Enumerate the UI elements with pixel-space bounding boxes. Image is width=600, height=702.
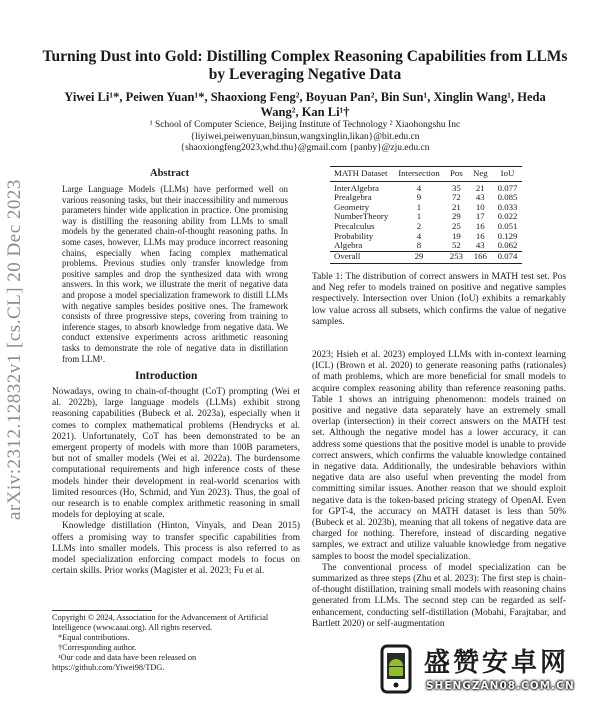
table-cell: 52 bbox=[451, 240, 461, 251]
table-cell: 43 bbox=[475, 240, 485, 251]
intro-paragraph-1: Nowadays, owing to chain-of-thought (CoT) prompting (Wei et al. 2022b), large language models (LLMs) exhibit strong reasoning capabilities (Bubeck et al. 2023a), especially when it comes to complex mathematical problems (Hendrycks et al. 2021). Unfortunately, CoT has been demonstrated to be an emergent property of models with more than 100B parameters, but not of smaller models (Wei et al. 2022a). The burdensome computational requirements and high inference costs of these models hinder their development in real-world scenarios with limited resources (Ho, Schmid, and Yun 2023). Thus, the goal of our research is to enable complex arithmetic reasoning in small models for deploying at scale. bbox=[52, 387, 300, 521]
table-cell: 16 bbox=[475, 220, 485, 231]
table-header-cell: MATH Dataset bbox=[334, 168, 388, 178]
introduction-heading: Introduction bbox=[135, 370, 198, 382]
table-total-cell: 253 bbox=[449, 250, 463, 261]
table-header-cell: Neg bbox=[472, 168, 488, 178]
math-results-table bbox=[330, 166, 522, 264]
table-cell: 10 bbox=[475, 201, 485, 212]
arxiv-identifier: arXiv:2312.12832v1 [cs.CL] 20 Dec 2023 bbox=[4, 179, 25, 520]
table-row bbox=[330, 241, 522, 251]
table-cell: 0.022 bbox=[497, 211, 518, 222]
table-cell: NumberTheory bbox=[334, 211, 389, 222]
authors-line-2: Wang², Kan Li¹† bbox=[260, 105, 350, 119]
table-total-cell: 0.074 bbox=[497, 250, 518, 261]
table-cell: 1 bbox=[416, 211, 422, 222]
footnote-corresponding-author: †Corresponding author. bbox=[58, 643, 137, 652]
site-watermark bbox=[372, 640, 600, 702]
android-phone-icon bbox=[372, 640, 420, 698]
right-paragraph-1: 2023; Hsieh et al. 2023) employed LLMs with in-context learning (ICL) (Brown et al. 2020) to generate reasoning paths (rationales) of math problems, which are more beneficial for small models to acquire complex reasoning ability than reference reasoning paths. Table 1 shows an intriguing phenomenon: models trained on positive and negative data separately have an extremely small overlap (intersection) in their correct answers on the MATH test set. Although the negative model has a lower accuracy, it can address some questions that the positive model is unable to provide correct answers, which confirms the valuable knowledge contained in negative data. Additionally, the undesirable behaviors within negative data are also useful when preventing the model from committing similar issues. Another reason that we should exploit negative data is the token-based pricing strategy of OpenAI. Even for GPT-4, the accuracy on MATH dataset is less than 50% (Bubeck et al. 2023b), meaning that all tokens of negative data are charged for nothing. Therefore, instead of discarding negative samples, we extract and utilize valuable knowledge from negative samples to boost the model specialization. bbox=[312, 350, 566, 562]
table-caption: Table 1: The distribution of correct answers in MATH test set. Pos and Neg refer to models trained on positive and negative samples respectively. Intersection over Union (IoU) exhibits a remarkably low value across all subsets, which confirms the value of negative samples. bbox=[312, 272, 566, 327]
table-cell: 21 bbox=[475, 182, 485, 193]
table-cell: 9 bbox=[416, 192, 422, 203]
table-total-cell: 29 bbox=[414, 250, 424, 261]
watermark-site-url: SHENGZAN08.COM.CN bbox=[426, 680, 575, 692]
table-cell: 21 bbox=[451, 201, 461, 212]
table-cell: Algebra bbox=[334, 240, 363, 251]
footnote-code-link: ¹Our code and data have been released on https://github.com/Yiwei98/TDG. bbox=[52, 653, 197, 672]
table-cell: 16 bbox=[475, 230, 485, 241]
table-cell: 72 bbox=[451, 192, 461, 203]
affiliation-line-2: {liyiwei,peiwenyuan,binsun,wangxinglin,likan}@bit.edu.cn bbox=[190, 131, 420, 142]
table-header-cell: Intersection bbox=[398, 168, 440, 178]
table-cell: 0.077 bbox=[497, 182, 518, 193]
right-paragraph-2: The conventional process of model specialization can be summarized as three steps (Zhu et al. 2023): The first step is chain-of-thought distillation, training small models with reasoning chains generated from LLMs. The second step can be regarded as self-enhancement, conducting self-distillation (Mobahi, Farajtabar, and Bartlett 2020) or self-augmentation bbox=[312, 562, 566, 629]
table-total-cell: Overall bbox=[334, 250, 361, 261]
table-cell: Probability bbox=[334, 230, 374, 241]
table-cell: 0.051 bbox=[497, 220, 518, 231]
table-total-row bbox=[330, 251, 522, 264]
table-cell: 43 bbox=[475, 192, 485, 203]
abstract-heading: Abstract bbox=[150, 168, 190, 179]
introduction-body bbox=[52, 387, 300, 577]
authors bbox=[60, 90, 550, 120]
table-header-cell: IoU bbox=[500, 168, 515, 178]
table-cell: 1 bbox=[416, 201, 422, 212]
table-cell: 25 bbox=[451, 220, 461, 231]
table-cell: Geometry bbox=[334, 201, 370, 212]
footnote-rule bbox=[52, 610, 152, 611]
copyright-notice: Copyright © 2024, Association for the Advancement of Artificial Intelligence (www.aaai.org). All rights reserved. bbox=[52, 613, 269, 632]
table-header-row bbox=[330, 167, 522, 182]
paper-title: Turning Dust into Gold: Distilling Complex Reasoning Capabilities from LLMs by Leveraging Negative Data bbox=[42, 48, 568, 83]
table-cell: 17 bbox=[475, 211, 485, 222]
table-cell: Precalculus bbox=[334, 220, 375, 231]
table-cell: 0.062 bbox=[497, 240, 518, 251]
table-total-cell: 166 bbox=[473, 250, 487, 261]
footnote-equal-contribution: *Equal contributions. bbox=[58, 633, 130, 642]
intro-paragraph-2: Knowledge distillation (Hinton, Vinyals, and Dean 2015) offers a promising way to transfer specific capabilities from LLMs into smaller models. This process is also referred to as model specialization enforcing compact models to focus on certain skills. Prior works (Magister et al. 2023; Fu et al. bbox=[52, 521, 300, 577]
abstract-text: Large Language Models (LLMs) have performed well on various reasoning tasks, but their inaccessibility and numerous parameters hinder wide application in practice. One promising way is distilling the reasoning ability from LLMs to small models by the generated chain-of-thought reasoning paths. In some cases, however, LLMs may produce incorrect reasoning chains, especially when facing complex mathematical problems. Previous studies only transfer knowledge from positive samples and drop the synthesized data with wrong answers. In this work, we illustrate the merit of negative data and propose a model specialization framework to distill LLMs with negative samples besides positive ones. The framework consists of three progressive steps, covering from training to inference stages, to absorb knowledge from negative data. We conduct extensive experiments across arithmetic reasoning tasks to demonstrate the role of negative data in distillation from LLM¹. bbox=[62, 184, 288, 364]
table-cell: Prealgebra bbox=[334, 192, 372, 203]
affiliation-line-1: ¹ School of Computer Science, Beijing Institute of Technology ² Xiaohongshu Inc bbox=[149, 120, 461, 130]
table-cell: 0.129 bbox=[497, 230, 518, 241]
affiliation-line-3: {shaoxiongfeng2023,whd.thu}@gmail.com {panby}@zju.edu.cn bbox=[180, 143, 430, 153]
table-cell: 29 bbox=[451, 211, 461, 222]
table-cell: 4 bbox=[416, 230, 422, 241]
authors-line-1: Yiwei Li¹*, Peiwen Yuan¹*, Shaoxiong Feng², Boyuan Pan², Bin Sun¹, Xinglin Wang¹, Heda bbox=[64, 90, 546, 104]
watermark-site-name: 盛赞安卓网 bbox=[424, 648, 570, 678]
table-cell: 0.033 bbox=[497, 201, 518, 212]
table-cell: 2 bbox=[416, 220, 422, 231]
table-cell: 4 bbox=[416, 182, 422, 193]
footnotes bbox=[52, 610, 300, 673]
table-cell: 35 bbox=[451, 182, 461, 193]
table-cell: InterAlgebra bbox=[334, 182, 379, 193]
table-header-cell: Pos bbox=[450, 168, 463, 178]
table-cell: 0.085 bbox=[497, 192, 518, 203]
affiliations bbox=[60, 120, 550, 155]
table-cell: 8 bbox=[416, 240, 422, 251]
right-column-body bbox=[312, 350, 566, 630]
table-cell: 19 bbox=[451, 230, 461, 241]
